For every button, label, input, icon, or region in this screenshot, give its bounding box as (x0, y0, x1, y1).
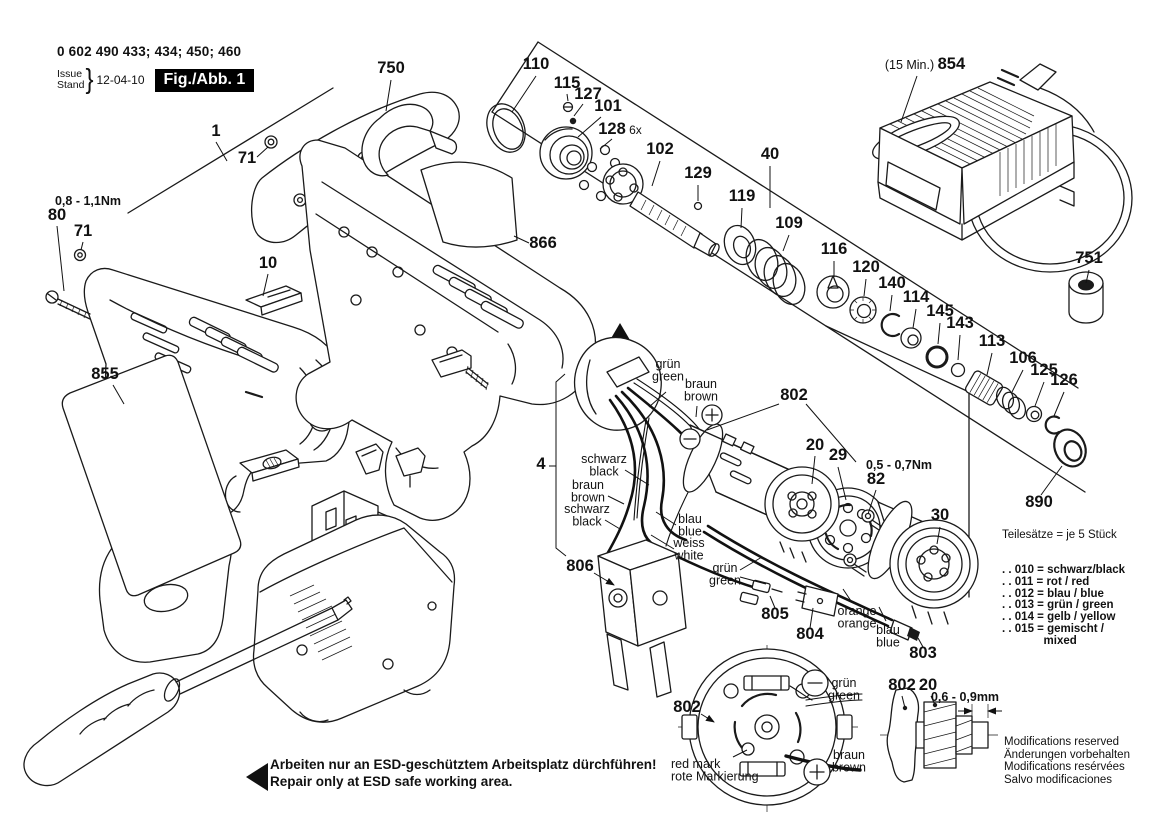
legend-title: Teilesätze = je 5 Stück (1002, 528, 1117, 541)
issue-date: 12-04-10 (96, 73, 145, 87)
ring-114 (901, 328, 921, 348)
ball-129 (695, 203, 702, 210)
part-callout: (15 Min.) 854 (884, 55, 966, 73)
legend-entries (1002, 565, 1166, 648)
text-line: . . 015 = gemischt / (1002, 622, 1104, 635)
leader-line (652, 161, 660, 186)
snap-ring-140 (882, 314, 899, 336)
part-callout: 30 (930, 506, 950, 524)
part-callout: 802 (780, 386, 808, 404)
issue-stand-label (57, 69, 84, 91)
wire-color-label: braun brown (570, 478, 606, 505)
wire-color-label: blau blue (876, 623, 900, 650)
esd-warning-de: Arbeiten nur an ESD-geschütztem Arbeitsplatz dürchführen! (270, 757, 657, 772)
part-callout: 140 (878, 274, 906, 292)
leader-line (938, 323, 940, 344)
plus-terminal-icon-bottom (804, 759, 830, 785)
ring-125 (1027, 407, 1042, 422)
pin-115 (564, 103, 573, 112)
wire-color-label: orange orange (837, 604, 877, 631)
part-callout: 802 (888, 676, 916, 694)
part-callout: 106 (1009, 349, 1037, 367)
slide-button-10 (246, 286, 302, 315)
part-callout: 750 (377, 59, 405, 77)
part-callout: 866 (529, 234, 557, 252)
ring-116 (817, 276, 849, 308)
part-callout: 0,5 - 0,7Nm (865, 458, 933, 472)
wire-color-label: grün green (652, 357, 684, 384)
leader-line (987, 353, 992, 375)
leader-line (57, 226, 64, 291)
part-callout: 127 (574, 85, 602, 103)
text-line: Änderungen vorbehalten (1004, 748, 1130, 761)
wire-color-label: blau blue (678, 512, 702, 539)
part-callout: 20 (805, 436, 825, 454)
wire-color-label: schwarz black (581, 452, 627, 479)
part-callout: 101 (594, 97, 622, 115)
microswitch-804 (796, 586, 838, 616)
part-callout: 805 (761, 605, 789, 623)
part-callout: 114 (902, 288, 930, 306)
leader-line (81, 242, 83, 250)
text-line: mixed (1002, 634, 1077, 647)
bearing-890 (1049, 425, 1092, 472)
part-callout: 71 (237, 149, 257, 167)
part-callout: 129 (684, 164, 712, 182)
figure-label: Fig./Abb. 1 (155, 69, 255, 92)
leader-line (574, 104, 583, 116)
modifications-note (1004, 736, 1130, 786)
text-line: . . 010 = schwarz/black (1002, 563, 1126, 576)
leader-line (696, 406, 697, 417)
part-callout: 751 (1075, 249, 1103, 267)
nut-71-top (265, 136, 277, 148)
leader-line (958, 335, 960, 360)
switch-806 (598, 540, 686, 697)
parts-set-legend (1002, 506, 1166, 659)
issue-row (57, 63, 254, 95)
wire-color-label: braun brown (683, 377, 719, 404)
charger-854 (868, 64, 1132, 272)
esd-warning-note (270, 757, 657, 790)
wire-color-label: grün green (709, 561, 741, 588)
esd-warning-en: Repair only at ESD safe working area. (270, 773, 513, 789)
part-callout: 80 (47, 206, 67, 224)
part-callout: 29 (828, 446, 848, 464)
chuck-sleeve-101 (540, 127, 592, 179)
leader-line (864, 279, 866, 296)
part-callout: 855 (91, 365, 119, 383)
part-callout: 113 (978, 332, 1006, 350)
part-callout: 0,6 - 0,9mm (930, 690, 1000, 704)
washer-71-left (75, 250, 86, 261)
leader-line (567, 94, 568, 101)
grip-end-cap (575, 338, 662, 431)
part-callout: 0,8 - 1,1Nm (54, 194, 122, 208)
wire-color-label: grün green (828, 676, 860, 703)
leader-line (512, 76, 536, 112)
ring-143 (952, 364, 965, 377)
part-callout: 4 (536, 455, 546, 473)
leader-line (1035, 382, 1044, 406)
issue-label: Issue (57, 68, 83, 80)
leader-line (783, 235, 789, 251)
part-callout: 143 (946, 314, 974, 332)
text-line: Salvo modificaciones (1004, 773, 1113, 786)
leader-dot (903, 706, 907, 710)
part-callout: 109 (775, 214, 803, 232)
stand-label: Stand (57, 79, 85, 91)
part-callout: 120 (852, 258, 880, 276)
minus-terminal-icon-bottom (802, 670, 828, 696)
wire-color-label: red mark rote Markierung (671, 757, 759, 784)
esd-arrow-icon (246, 763, 268, 791)
part-callout: 110 (522, 55, 550, 73)
part-callout: 20 (918, 676, 938, 694)
leader-line (605, 520, 620, 529)
part-callout: 803 (909, 644, 937, 662)
part-callout: 82 (866, 470, 886, 488)
roller-751 (1069, 272, 1103, 323)
toothed-washer-120 (850, 297, 876, 323)
modifications-lines (1004, 736, 1130, 786)
oring-110 (480, 98, 532, 158)
type-number-line: 0 602 490 433; 434; 450; 460 (57, 44, 242, 59)
leader-line (257, 147, 268, 157)
brace-glyph: } (85, 63, 94, 95)
leader-line (656, 512, 676, 525)
snap-ring-126 (1046, 416, 1059, 433)
part-callout: 40 (760, 145, 780, 163)
minus-terminal-icon (680, 429, 700, 449)
part-callout: 126 (1050, 371, 1078, 389)
leader-line (608, 496, 624, 504)
wire-color-label: braun brown (831, 748, 867, 775)
leader-line (741, 208, 742, 228)
part-callout: 102 (646, 140, 674, 158)
plus-terminal-icon (702, 405, 722, 425)
part-callout: 115 (553, 74, 581, 92)
leader-line (890, 295, 892, 311)
part-callout: 128 6x (598, 120, 642, 138)
text-line: . . 014 = gelb / yellow (1002, 611, 1116, 624)
ball-127 (570, 118, 576, 124)
part-callout: 806 (566, 557, 594, 575)
leader-line (913, 309, 916, 328)
text-line: Modifications reserved (1004, 736, 1120, 748)
leader-line (1054, 392, 1064, 416)
battery-pack-801 (254, 491, 455, 722)
text-line: . . 013 = grün / green (1002, 599, 1114, 612)
part-callout: 119 (728, 187, 756, 205)
part-callout: 10 (258, 254, 278, 272)
part-callout: 802 (673, 698, 701, 716)
motor-end-view-detail (678, 645, 862, 812)
part-callout: 804 (796, 625, 824, 643)
text-line: . . 011 = rot / red (1002, 575, 1090, 588)
part-callout: 125 (1030, 361, 1058, 379)
part-callout: 116 (820, 240, 848, 258)
part-callout: 71 (73, 222, 93, 240)
oring-145 (927, 347, 947, 367)
wire-color-label: schwarz black (564, 502, 610, 529)
screw-80 (46, 291, 90, 319)
part-callout: 145 (926, 302, 954, 320)
leader-line (1012, 370, 1023, 392)
part-callout: 1 (211, 122, 221, 140)
text-line: Modifications resérvées (1004, 761, 1125, 773)
text-line: . . 012 = blau / blue (1002, 587, 1104, 600)
part-callout: 890 (1025, 493, 1053, 511)
wire-color-label: weiss white (673, 536, 705, 563)
